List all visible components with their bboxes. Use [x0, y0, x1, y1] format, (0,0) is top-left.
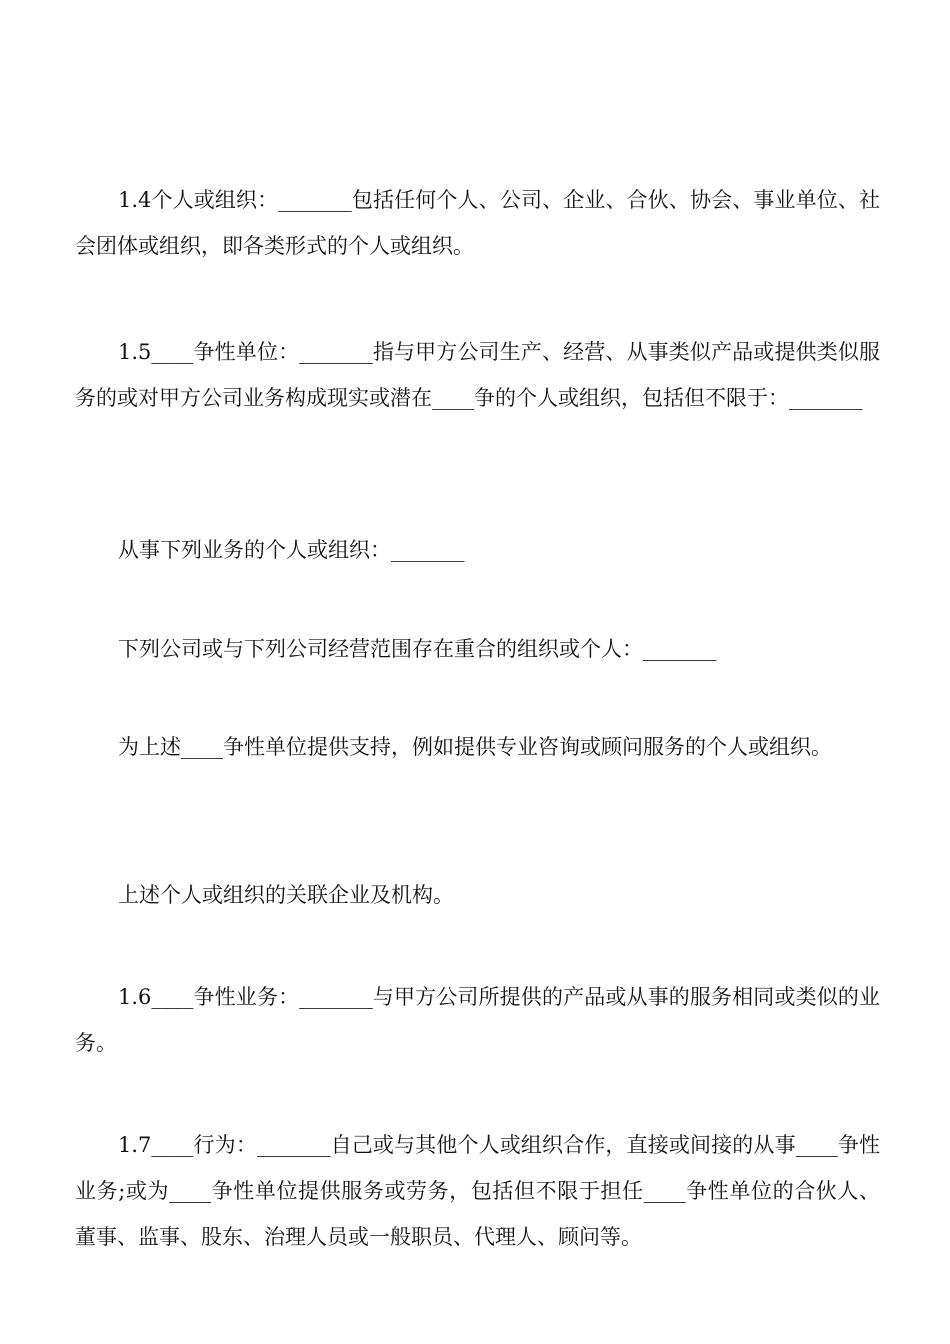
- paragraph-1-7: 1.7____行为：_______自己或与其他个人或组织合作，直接或间接的从事____争性业务;或为____争性单位提供服务或劳务，包括但不限于担任____争性单位的合伙人、董事、监事、股东、治理人员或一般职员、代理人、顾问等。: [75, 1133, 880, 1249]
- list-item-business: 从事下列业务的个人或组织：_______: [118, 538, 465, 562]
- list-item-affiliates: 上述个人或组织的关联企业及机构。: [118, 883, 454, 907]
- list-item-support: 为上述____争性单位提供支持，例如提供专业咨询或顾问服务的个人或组织。: [118, 735, 832, 759]
- list-item-companies: 下列公司或与下列公司经营范围存在重合的组织或个人：_______: [118, 637, 717, 661]
- paragraph-1-5: 1.5____争性单位：_______指与甲方公司生产、经营、从事类似产品或提供类似服务的或对甲方公司业务构成现实或潜在____争的个人或组织，包括但不限于：_______: [75, 340, 880, 410]
- paragraph-1-6: 1.6____争性业务：_______与甲方公司所提供的产品或从事的服务相同或类似的业务。: [75, 985, 880, 1055]
- paragraph-1-4: 1.4个人或组织：_______包括任何个人、公司、企业、合伙、协会、事业单位、社会团体或组织，即各类形式的个人或组织。: [75, 188, 880, 258]
